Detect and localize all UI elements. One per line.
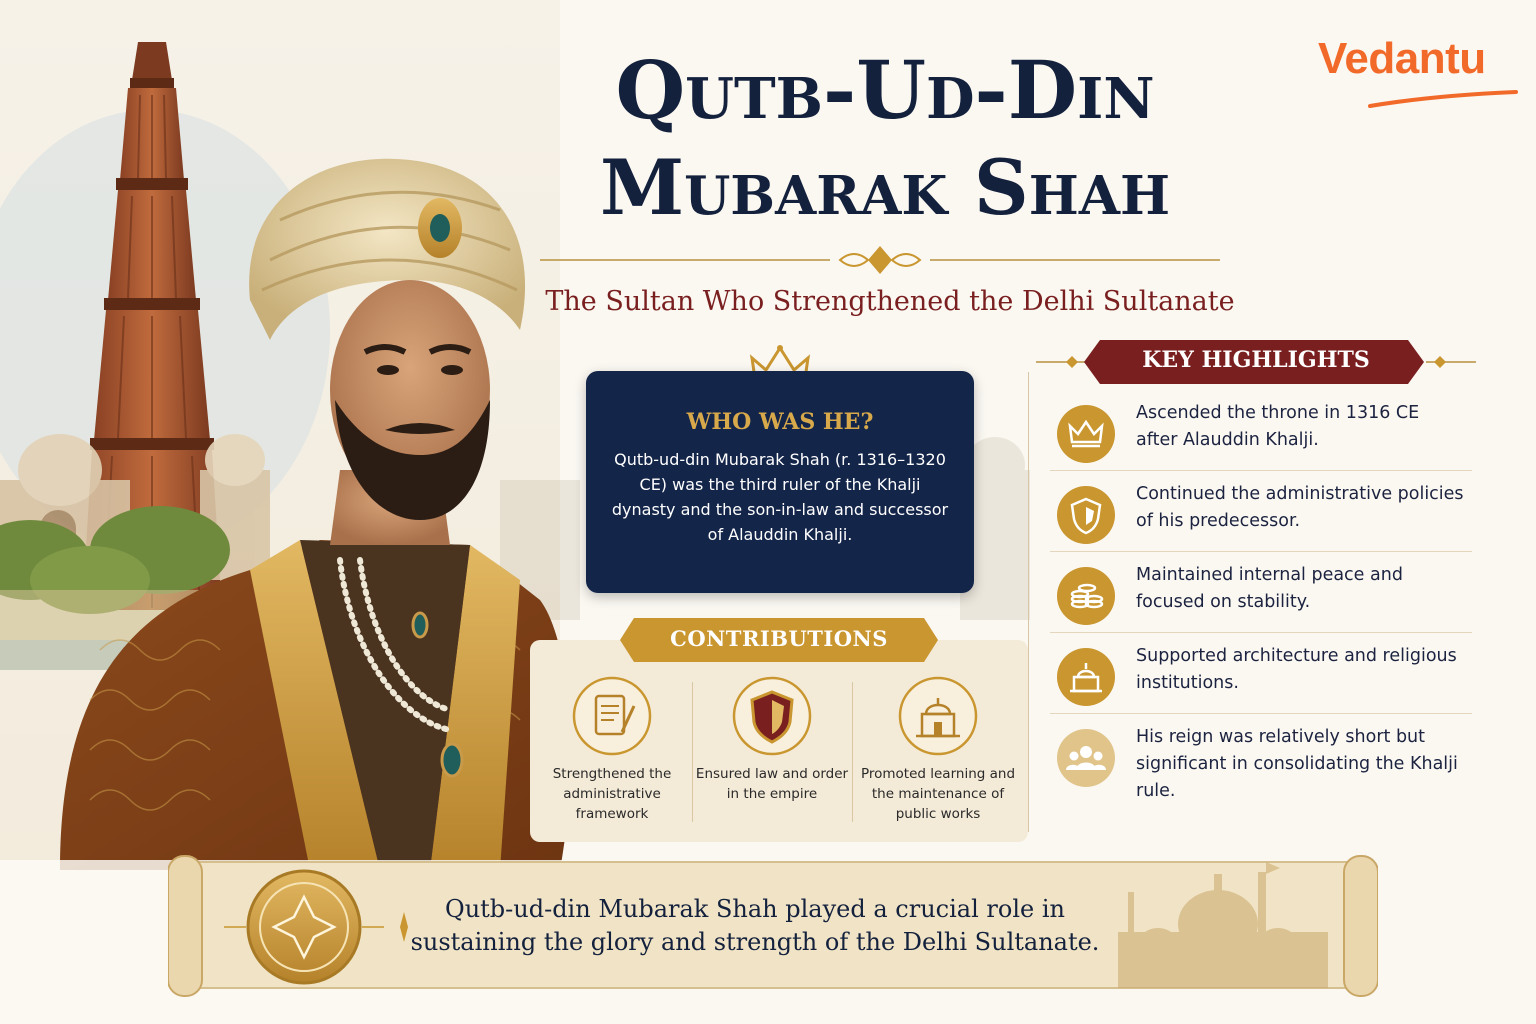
divider	[1028, 372, 1029, 832]
highlight-text: Ascended the throne in 1316 CE after Alauddin Khalji.	[1136, 403, 1420, 450]
contribution-item	[692, 676, 852, 836]
logo-swoosh	[1368, 88, 1518, 110]
contribution-label: Promoted learning and the maintenance of public works	[860, 766, 1016, 822]
brand-logo: Vedantu	[1318, 34, 1486, 83]
contributions-heading: CONTRIBUTIONS	[670, 626, 888, 651]
coins-icon	[1056, 566, 1116, 626]
contribution-item	[858, 676, 1018, 836]
highlight-item	[1050, 398, 1472, 479]
people-icon	[1056, 728, 1116, 788]
contribution-item	[532, 676, 692, 836]
page-subtitle: The Sultan Who Strengthened the Delhi Sultanate	[545, 286, 1235, 317]
shield-icon	[732, 676, 812, 756]
ornamental-divider	[540, 238, 1220, 282]
scroll-quill-icon	[572, 676, 652, 756]
divider	[1050, 713, 1472, 714]
shield-icon	[1056, 485, 1116, 545]
divider	[1050, 551, 1472, 552]
who-heading: WHO WAS HE?	[686, 409, 874, 435]
key-highlights-heading: KEY HIGHLIGHTS	[1142, 347, 1370, 373]
crown-icon	[1056, 404, 1116, 464]
mosque-icon	[898, 676, 978, 756]
highlight-item	[1050, 722, 1472, 803]
highlight-item	[1050, 641, 1472, 722]
contribution-label: Ensured law and order in the empire	[695, 766, 849, 802]
page-title-line-2: Mubarak Shah	[599, 143, 1171, 232]
divider	[852, 682, 853, 822]
highlight-item	[1050, 560, 1472, 641]
who-was-he-card	[586, 371, 974, 593]
mosque-icon	[1056, 647, 1116, 707]
highlight-text: Supported architecture and religious institutions.	[1136, 646, 1457, 693]
highlight-text: Maintained internal peace and focused on stability.	[1136, 565, 1403, 612]
conclusion-text: Qutb-ud-din Mubarak Shah played a crucial role in sustaining the glory and strength of the Delhi Sultanate.	[410, 895, 1100, 956]
divider	[1050, 632, 1472, 633]
highlight-text: Continued the administrative policies of his predecessor.	[1136, 484, 1464, 531]
who-description: Qutb-ud-din Mubarak Shah (r. 1316–1320 CE) was the third ruler of the Khalji dynasty and the son-in-law and successor of Alauddin Khalji.	[611, 450, 949, 544]
contribution-label: Strengthened the administrative framework	[552, 766, 672, 822]
highlight-text: His reign was relatively short but significant in consolidating the Khalji rule.	[1136, 727, 1458, 801]
divider	[1050, 470, 1472, 471]
highlight-item	[1050, 479, 1472, 560]
page-title-line-1: Qutb-Ud-Din	[615, 43, 1155, 137]
